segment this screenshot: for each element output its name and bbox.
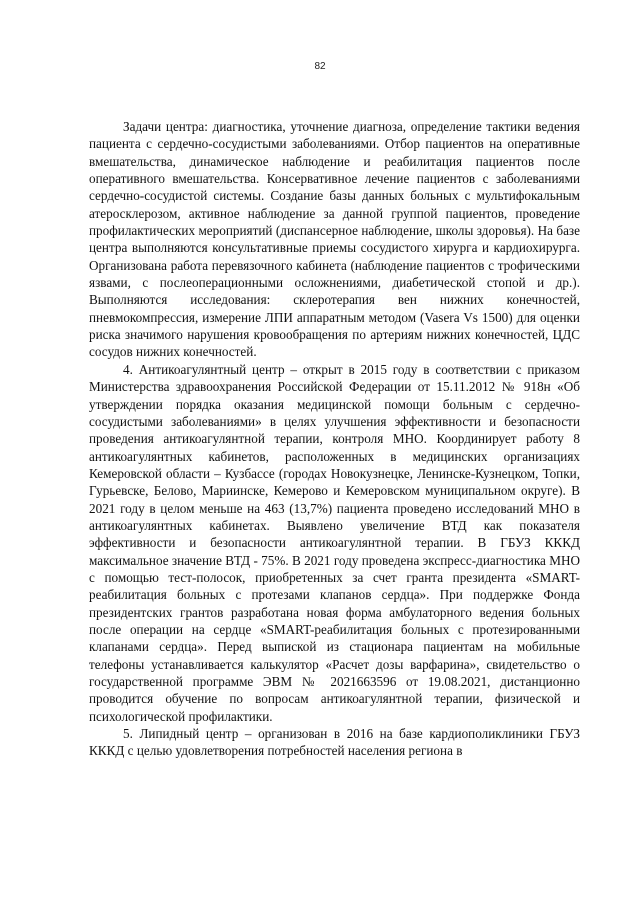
body-text (89, 118, 580, 760)
paragraph-center-tasks: Задачи центра: диагностика, уточнение диагноза, определение тактики ведения пациента с сердечно-сосудистыми заболеваниями. Отбор пациентов на оперативные вмешательства, динамическое наблюдение и реабилитация пациентов после оперативного вмешательства. Консервативное лечение пациентов с заболеваниями сердечно-сосудистой системы. Создание базы данных больных с мультифокальным атеросклерозом, активное наблюдение за данной группой пациентов, проведение профилактических мероприятий (диспансерное наблюдение, школы здоровья). На базе центра выполняются консультативные приемы сосудистого хирурга и кардиохирурга. Организована работа перевязочного кабинета (наблюдение пациентов с трофическими язвами, с послеоперационными осложнениями, диабетической стопой и др.). Выполняются исследования: склеротерапия вен нижних конечностей, пневмокомпрессия, измерение ЛПИ аппаратным методом (Vasera Vs 1500) для оценки риска значимого нарушения кровообращения по артериям нижних конечностей, ЦДС сосудов нижних конечностей. (89, 119, 580, 360)
paragraph-anticoagulant-center: 4. Антикоагулянтный центр – открыт в 2015 году в соответствии с приказом Министерства здравоохранения Российской Федерации от 15.11.2012 № 918н «Об утверждении порядка оказания медицинской помощи больным с сердечно-сосудистыми заболеваниями» в целях улучшения эффективности и безопасности проведения антикоагулянтной терапии, контроля МНО. Координирует работу 8 антикоагулянтных кабинетов, расположенных в медицинских организациях Кемеровской области – Кузбассе (городах Новокузнецке, Ленинске-Кузнецком, Топки, Гурьевске, Белово, Мариинске, Кемерово и Кемеровском муниципальном округе). В 2021 году в целом меньше на 463 (13,7%) пациента проведено исследований МНО в антикоагулянтных кабинетах. Выявлено увеличение ВТД как показателя эффективности и безопасности антикоагулянтной терапии. В ГБУЗ КККД максимальное значение ВТД - 75%. В 2021 году проведена экспресс-диагностика МНО с помощью тест-полосок, приобретенных за счет гранта президента «SMART-реабилитация больных с протезами клапанов сердца». При поддержке Фонда президентских грантов разработана новая форма амбулаторного ведения больных после операции на сердце «SMART-реабилитация больных с протезированными клапанами сердца». Перед выпиской из стационара пациентам на мобильные телефоны устанавливается калькулятор «Расчет дозы варфарина», свидетельство о государственной программе ЭВМ № 2021663596 от 19.08.2021, дистанционно проводится обучение по вопросам антикоагулянтной терапии, физической и психологической профилактики. (89, 361, 580, 724)
page-number: 82 (314, 61, 326, 72)
paragraph-lipid-center: 5. Липидный центр – организован в 2016 на базе кардиополиклиники ГБУЗ КККД с целью удовлетворения потребностей населения региона в (89, 726, 580, 759)
